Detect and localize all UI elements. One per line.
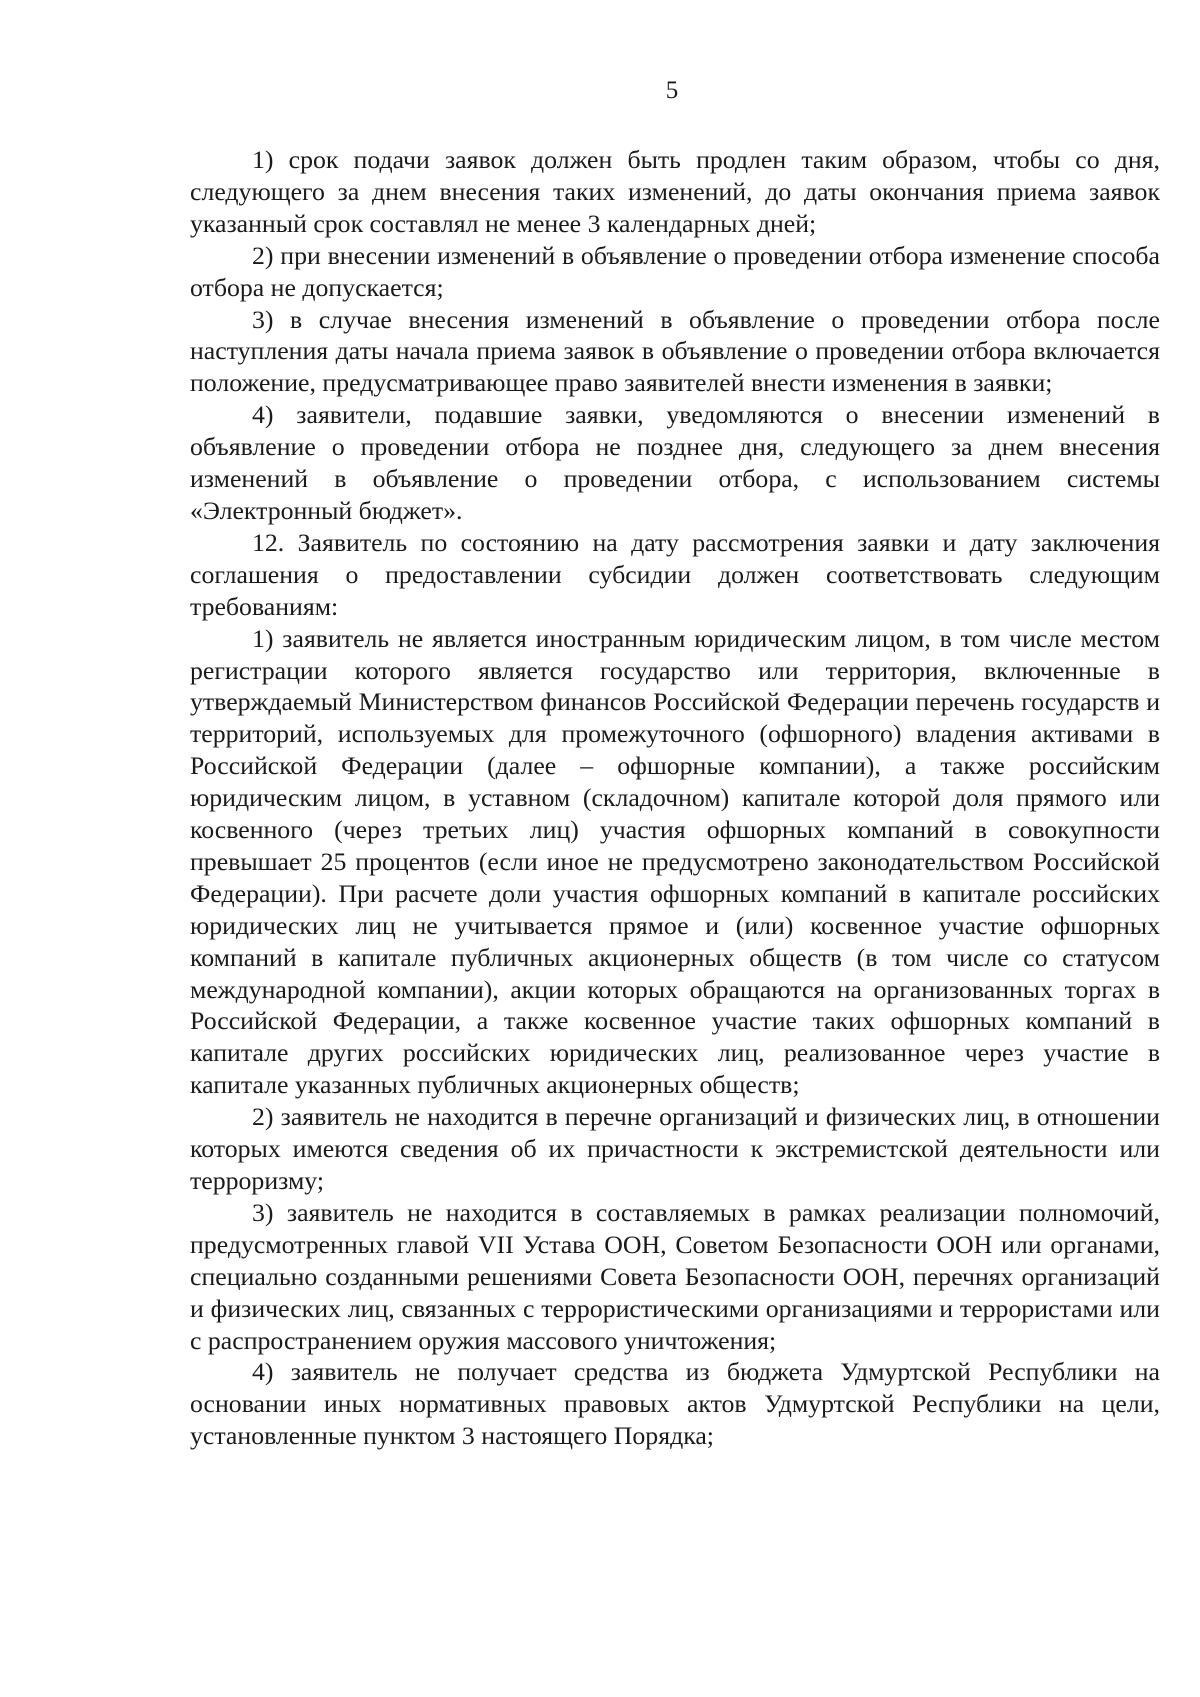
paragraph-applicants-amend: 3) в случае внесения изменений в объявление о проведении отбора после наступления даты начала приема заявок в объявление о проведении отбора включается положение, предусматривающее право заявителей внести изменения в заявки; — [190, 304, 1160, 398]
paragraph-item-12-requirements: 12. Заявитель по состоянию на дату рассмотрения заявки и дату заключения соглашения о предоставлении субсидии должен соответствовать следующим требованиям: — [190, 527, 1160, 621]
paragraph-applicants-notified: 4) заявители, подавшие заявки, уведомляются о внесении изменений в объявление о проведении отбора не позднее дня, следующего за днем внесения изменений в объявление о проведении отбора, с использованием системы «Электронный бюджет». — [190, 400, 1160, 525]
paragraph-deadline-extension: 1) срок подачи заявок должен быть продлен таким образом, чтобы со дня, следующего за днем внесения таких изменений, до даты окончания приема заявок указанный срок составлял не менее 3 календарных дней; — [190, 145, 1160, 238]
paragraph-selection-method: 2) при внесении изменений в объявление о проведении отбора изменение способа отбора не допускается; — [190, 240, 1160, 302]
paragraph-budget-funds-requirement: 4) заявитель не получает средства из бюджета Удмуртской Республики на основании иных нормативных правовых актов Удмуртской Республики на цели, установленные пунктом 3 настоящего Порядка; — [190, 1357, 1160, 1451]
page-number: 5 — [665, 77, 679, 104]
paragraph-un-lists-requirement: 3) заявитель не находится в составляемых в рамках реализации полномочий, предусмотренных главой VII Устава ООН, Советом Безопасности ООН или органами, специально созданными решениями Совета Безопасности ООН, перечнях организаций и физических лиц, связанных с террористическими организациями и террористами или с распространением оружия массового уничтожения; — [190, 1197, 1160, 1355]
paragraph-offshore-requirement: 1) заявитель не является иностранным юридическим лицом, в том числе местом регистрации которого является государство или территория, включенные в утверждаемый Министерством финансов Российской Федерации перечень государств и территорий, используемых для промежуточного (офшорного) владения активами в Российской Федерации (далее – офшорные компании), а также российским юридическим лицом, в уставном (складочном) капитале которой доля прямого или косвенного (через третьих лиц) участия офшорных компаний в совокупности превышает 25 процентов (если иное не предусмотрено законодательством Российской Федерации). При расчете доли участия офшорных компаний в капитале российских юридических лиц не учитывается прямое и (или) косвенное участие офшорных компаний в капитале публичных акционерных обществ (в том числе со статусом международной компании), акции которых обращаются на организованных торгах в Российской Федерации, а также косвенное участие таких офшорных компаний в капитале других российских юридических лиц, реализованное через участие в капитале указанных публичных акционерных обществ; — [190, 623, 1160, 1100]
paragraph-extremism-requirement: 2) заявитель не находится в перечне организаций и физических лиц, в отношении которых имеются сведения об их причастности к экстремистской деятельности или терроризму; — [190, 1102, 1160, 1195]
document-body — [190, 144, 1160, 1452]
